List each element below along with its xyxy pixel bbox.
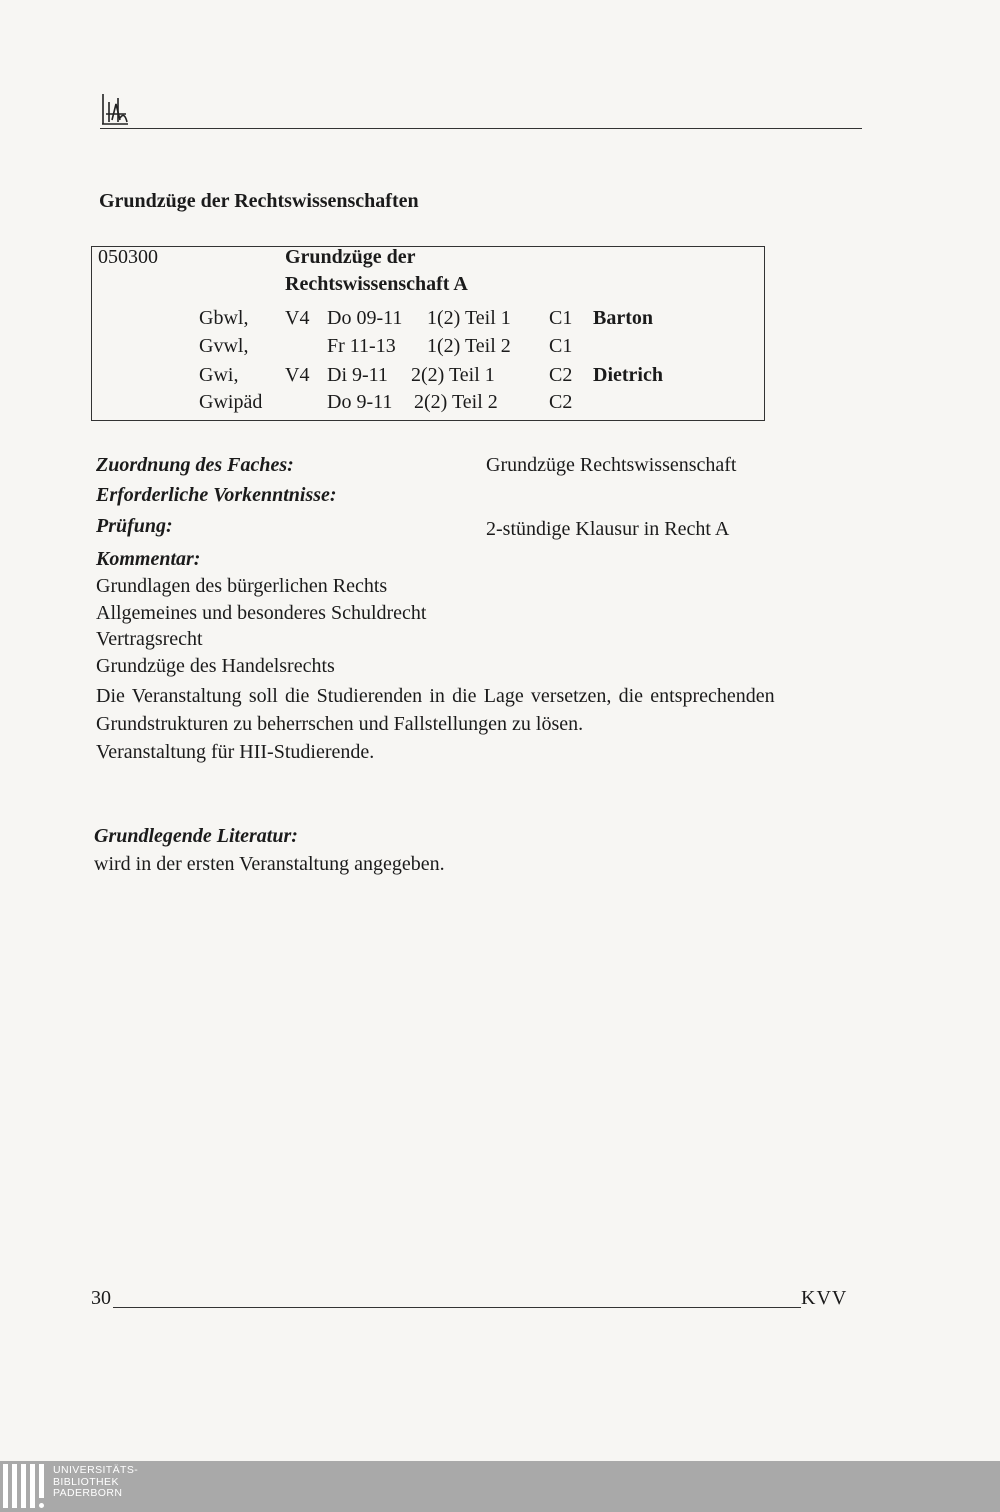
group-cell: Gwipäd (199, 391, 263, 413)
library-banner (0, 1461, 1000, 1512)
kommentar-line: Die Veranstaltung soll die Studierenden in die Lage versetzen, die entsprechenden (96, 685, 775, 707)
section-title: Grundzüge der Rechtswissenschaften (99, 190, 419, 212)
literatur-value: wird in der ersten Veranstaltung angegeben. (94, 853, 445, 875)
kommentar-line: Vertragsrecht (96, 628, 203, 650)
pruefung-label: Prüfung: (96, 515, 173, 537)
room-cell: C2 (549, 364, 573, 386)
library-logo-icon (3, 1464, 48, 1508)
university-logo-icon (100, 88, 130, 126)
type-cell: V4 (285, 307, 310, 329)
zuordnung-label: Zuordnung des Faches: (96, 454, 294, 476)
time-cell: Do 9-11 (327, 391, 393, 413)
lecturer-cell: Dietrich (593, 364, 663, 386)
time-cell: Di 9-11 (327, 364, 388, 386)
library-name: UNIVERSITÄTS- BIBLIOTHEK PADERBORN (53, 1464, 139, 1499)
kommentar-label: Kommentar: (96, 548, 201, 570)
room-cell: C1 (549, 335, 573, 357)
course-title-line2: Rechtswissenschaft A (285, 273, 468, 295)
footer-rule (113, 1307, 801, 1308)
group-cell: Gbwl, (199, 307, 249, 329)
page-number: 30 (91, 1287, 111, 1309)
kommentar-line: Allgemeines und besonderes Schuldrecht (96, 602, 427, 624)
time-cell: Do 09-11 (327, 307, 403, 329)
doc-code: KVV (801, 1287, 848, 1309)
pruefung-value: 2-stündige Klausur in Recht A (486, 518, 730, 540)
group-cell: Gvwl, (199, 335, 249, 357)
vorkenntnisse-label: Erforderliche Vorkenntnisse: (96, 484, 337, 506)
room-cell: C1 (549, 307, 573, 329)
course-number: 050300 (98, 246, 158, 268)
header-rule (100, 128, 862, 129)
kommentar-line: Grundlagen des bürgerlichen Rechts (96, 575, 388, 597)
kommentar-line: Grundzüge des Handelsrechts (96, 655, 335, 677)
course-title-line1: Grundzüge der (285, 246, 416, 268)
time-cell: Fr 11-13 (327, 335, 396, 357)
room-cell: C2 (549, 391, 573, 413)
literatur-label: Grundlegende Literatur: (94, 825, 298, 847)
course-table (91, 246, 765, 421)
kommentar-line: Grundstrukturen zu beherrschen und Fallstellungen zu lösen. (96, 713, 584, 735)
part-cell: 1(2) Teil 2 (427, 335, 511, 357)
zuordnung-value: Grundzüge Rechtswissenschaft (486, 454, 737, 476)
part-cell: 1(2) Teil 1 (427, 307, 511, 329)
part-cell: 2(2) Teil 1 (411, 364, 495, 386)
part-cell: 2(2) Teil 2 (414, 391, 498, 413)
lecturer-cell: Barton (593, 307, 653, 329)
group-cell: Gwi, (199, 364, 239, 386)
kommentar-line: Veranstaltung für HII-Studierende. (96, 741, 375, 763)
type-cell: V4 (285, 364, 310, 386)
